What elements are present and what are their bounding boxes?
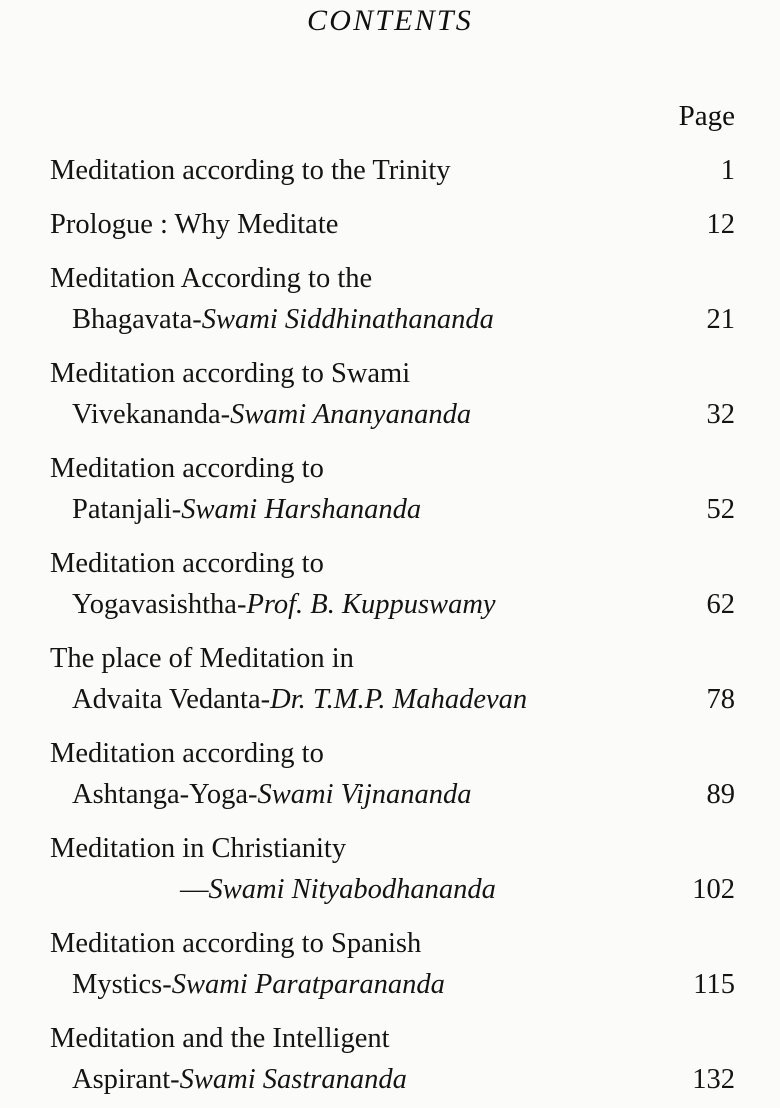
- toc-entry-title: Mystics-: [72, 969, 172, 1000]
- page-column-header: Page: [678, 100, 735, 132]
- toc-entry-page-number: 32: [706, 399, 735, 430]
- toc-entry-line: [0, 543, 780, 584]
- toc-entry[interactable]: [0, 1018, 780, 1100]
- toc-entry-line: [0, 964, 780, 1005]
- toc-entry-line: [0, 869, 780, 910]
- toc-entry-line: [0, 828, 780, 869]
- table-of-contents-list: [0, 150, 780, 1108]
- toc-entry-line: [0, 774, 780, 815]
- toc-entry-title: Aspirant-: [72, 1064, 180, 1095]
- toc-entry[interactable]: [0, 448, 780, 530]
- toc-entry-title: Meditation in Christianity: [50, 833, 347, 864]
- toc-entry-line: [0, 679, 780, 720]
- toc-entry-line: [0, 1018, 780, 1059]
- toc-entry-title: Meditation according to: [50, 738, 324, 769]
- toc-entry-line: [0, 353, 780, 394]
- toc-entry[interactable]: [0, 923, 780, 1005]
- toc-entry-title: Patanjali-: [72, 494, 182, 525]
- toc-entry-line: [0, 923, 780, 964]
- toc-entry-title: Meditation according to Swami: [50, 358, 411, 389]
- toc-entry-author: Swami Ananyananda: [230, 399, 472, 430]
- toc-entry-line: [0, 204, 780, 245]
- toc-entry-page-number: 62: [706, 589, 735, 620]
- toc-entry-title: Yogavasishtha-: [72, 589, 247, 620]
- toc-entry-line: [0, 150, 780, 191]
- toc-entry-title: Bhagavata-: [72, 304, 202, 335]
- toc-entry-page-number: 78: [706, 684, 735, 715]
- toc-entry[interactable]: [0, 150, 780, 191]
- toc-entry-title: Meditation according to: [50, 453, 324, 484]
- toc-entry-line: [0, 584, 780, 625]
- toc-entry-page-number: 102: [692, 874, 735, 905]
- toc-entry-title: —: [180, 874, 209, 905]
- toc-entry-page-number: 89: [706, 779, 735, 810]
- toc-entry-page-number: 12: [706, 209, 735, 240]
- toc-entry-author: Swami Nityabodhananda: [208, 874, 496, 905]
- page-title: CONTENTS: [307, 4, 473, 37]
- toc-entry[interactable]: [0, 258, 780, 340]
- toc-entry-title: Prologue : Why Meditate: [50, 209, 339, 240]
- toc-entry-title: The place of Meditation in: [50, 643, 354, 674]
- toc-entry-line: [0, 733, 780, 774]
- toc-entry[interactable]: [0, 828, 780, 910]
- toc-entry-page-number: 21: [706, 304, 735, 335]
- toc-entry[interactable]: [0, 204, 780, 245]
- toc-entry-line: [0, 394, 780, 435]
- toc-entry-author: Swami Siddhinathananda: [201, 304, 494, 335]
- toc-entry-title: Vivekananda-: [72, 399, 231, 430]
- toc-entry[interactable]: [0, 353, 780, 435]
- toc-entry-page-number: 52: [706, 494, 735, 525]
- toc-entry-author: Swami Vijnananda: [257, 779, 472, 810]
- toc-entry-line: [0, 638, 780, 679]
- toc-entry-page-number: 1: [720, 155, 735, 186]
- toc-entry-author: Prof. B. Kuppuswamy: [246, 589, 496, 620]
- toc-entry-title: Meditation and the Intelligent: [50, 1023, 390, 1054]
- toc-entry-line: [0, 489, 780, 530]
- toc-entry[interactable]: [0, 638, 780, 720]
- toc-entry-title: Meditation According to the: [50, 263, 373, 294]
- toc-entry-title: Ashtanga-Yoga-: [72, 779, 258, 810]
- toc-entry-title: Meditation according to: [50, 548, 324, 579]
- toc-entry[interactable]: [0, 733, 780, 815]
- toc-entry-title: Meditation according to the Trinity: [50, 155, 451, 186]
- toc-entry-line: [0, 258, 780, 299]
- toc-entry-title: Meditation according to Spanish: [50, 928, 422, 959]
- toc-entry-page-number: 115: [693, 969, 735, 1000]
- toc-entry-line: [0, 1059, 780, 1100]
- toc-entry-author: Swami Sastrananda: [179, 1064, 407, 1095]
- toc-entry-page-number: 132: [692, 1064, 735, 1095]
- toc-entry-author: Swami Harshananda: [181, 494, 422, 525]
- toc-entry-author: Dr. T.M.P. Mahadevan: [270, 684, 528, 715]
- toc-entry-author: Swami Paratparananda: [171, 969, 445, 1000]
- toc-entry[interactable]: [0, 543, 780, 625]
- toc-entry-title: Advaita Vedanta-: [72, 684, 271, 715]
- toc-entry-line: [0, 299, 780, 340]
- toc-entry-line: [0, 448, 780, 489]
